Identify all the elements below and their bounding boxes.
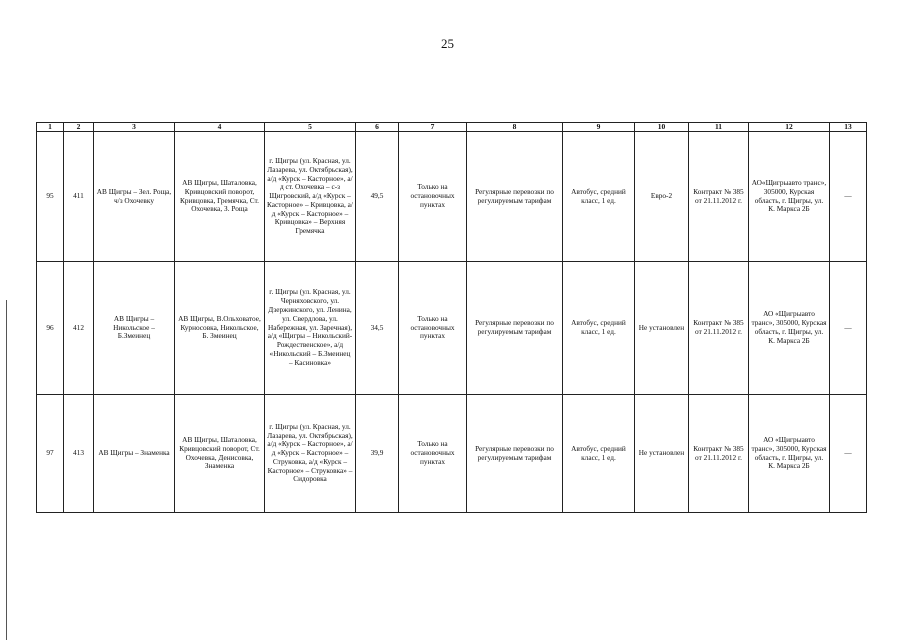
cell-length: 39,9 xyxy=(356,395,399,513)
table-row xyxy=(37,132,867,262)
cell-vehicle: Автобус, средний класс, 1 ед. xyxy=(563,262,635,395)
column-header: 9 xyxy=(563,123,635,132)
column-header: 2 xyxy=(64,123,94,132)
cell-extra: — xyxy=(830,132,867,262)
cell-no: 96 xyxy=(37,262,64,395)
cell-eco-class: Евро-2 xyxy=(635,132,689,262)
cell-streets: г. Щигры (ул. Красная, ул. Лазарева, ул. Октябрьская), а/д «Курск – Касторное», а/д ст. Охочевка – с-з Щигровский, а/д «Курск – Касторное» – Кривцовка, а/д «Курск – Касторное» – Кривцовка» – Верхняя Гремячка xyxy=(265,132,356,262)
column-header: 13 xyxy=(830,123,867,132)
cell-extra: — xyxy=(830,262,867,395)
cell-stop-order: Только на остановочных пунктах xyxy=(399,132,467,262)
cell-eco-class: Не установлен xyxy=(635,395,689,513)
cell-route-number: 411 xyxy=(64,132,94,262)
cell-stop-order: Только на остановочных пунктах xyxy=(399,262,467,395)
column-header: 3 xyxy=(94,123,175,132)
cell-vehicle: Автобус, средний класс, 1 ед. xyxy=(563,132,635,262)
column-header: 6 xyxy=(356,123,399,132)
cell-stop-order: Только на остановочных пунктах xyxy=(399,395,467,513)
cell-carrier: АО «Щигрыавто транс», 305000, Курская область, г. Щигры, ул. К. Маркса 2Б xyxy=(749,262,830,395)
cell-route-number: 413 xyxy=(64,395,94,513)
column-header: 11 xyxy=(689,123,749,132)
cell-length: 34,5 xyxy=(356,262,399,395)
cell-route-name: АВ Щигры – Зел. Роща, ч/з Охочевку xyxy=(94,132,175,262)
cell-contract: Контракт № 385 от 21.11.2012 г. xyxy=(689,262,749,395)
cell-carrier: АО«Щигрыавто транс», 305000, Курская область, г. Щигры, ул. К. Маркса 2Б xyxy=(749,132,830,262)
table-row xyxy=(37,262,867,395)
cell-contract: Контракт № 385 от 21.11.2012 г. xyxy=(689,132,749,262)
cell-contract: Контракт № 385 от 21.11.2012 г. xyxy=(689,395,749,513)
routes-table xyxy=(36,122,867,513)
column-header: 5 xyxy=(265,123,356,132)
cell-no: 97 xyxy=(37,395,64,513)
column-header: 12 xyxy=(749,123,830,132)
page-number: 25 xyxy=(441,36,454,51)
cell-stops: АВ Щигры, Шаталовка, Кривцовский поворот, Кривцовка, Гремячка, Ст. Охочевка, З. Роща xyxy=(175,132,265,262)
cell-transport-type: Регулярные перевозки по регулируемым тарифам xyxy=(467,132,563,262)
cell-carrier: АО «Щигрыавто транс», 305000, Курская область, г. Щигры, ул. К. Маркса 2Б xyxy=(749,395,830,513)
cell-streets: г. Щигры (ул. Красная, ул. Черняховского, ул. Дзержинского, ул. Ленина, ул. Свердлова, ул. Набережная, ул. Заречная), а/д «Щигры – Никольский-Рождественское», а/д «Никольский – Б.Змеинец – Касиновка» xyxy=(265,262,356,395)
cell-vehicle: Автобус, средний класс, 1 ед. xyxy=(563,395,635,513)
column-header: 7 xyxy=(399,123,467,132)
column-header: 4 xyxy=(175,123,265,132)
column-header: 10 xyxy=(635,123,689,132)
cell-no: 95 xyxy=(37,132,64,262)
cell-extra: — xyxy=(830,395,867,513)
cell-stops: АВ Щигры, Шаталовка, Кривцовский поворот, Ст. Охочевка, Денисовка, Знаменка xyxy=(175,395,265,513)
column-header: 1 xyxy=(37,123,64,132)
scan-edge-line xyxy=(6,300,7,640)
cell-streets: г. Щигры (ул. Красная, ул. Лазарева, ул. Октябрьская), а/д «Курск – Касторное», а/д «Курск – Касторное» – Струковка, а/д «Курск – Касторное» – Струковка» – Сидоровка xyxy=(265,395,356,513)
cell-stops: АВ Щигры, В.Ольховатое, Курносовка, Никольское, Б. Змеинец xyxy=(175,262,265,395)
cell-transport-type: Регулярные перевозки по регулируемым тарифам xyxy=(467,395,563,513)
table-row xyxy=(37,395,867,513)
cell-length: 49,5 xyxy=(356,132,399,262)
cell-route-name: АВ Щигры – Никольское – Б.Змеинец xyxy=(94,262,175,395)
cell-route-number: 412 xyxy=(64,262,94,395)
cell-route-name: АВ Щигры – Знаменка xyxy=(94,395,175,513)
cell-transport-type: Регулярные перевозки по регулируемым тарифам xyxy=(467,262,563,395)
column-header: 8 xyxy=(467,123,563,132)
table-header-row xyxy=(37,123,867,132)
cell-eco-class: Не установлен xyxy=(635,262,689,395)
